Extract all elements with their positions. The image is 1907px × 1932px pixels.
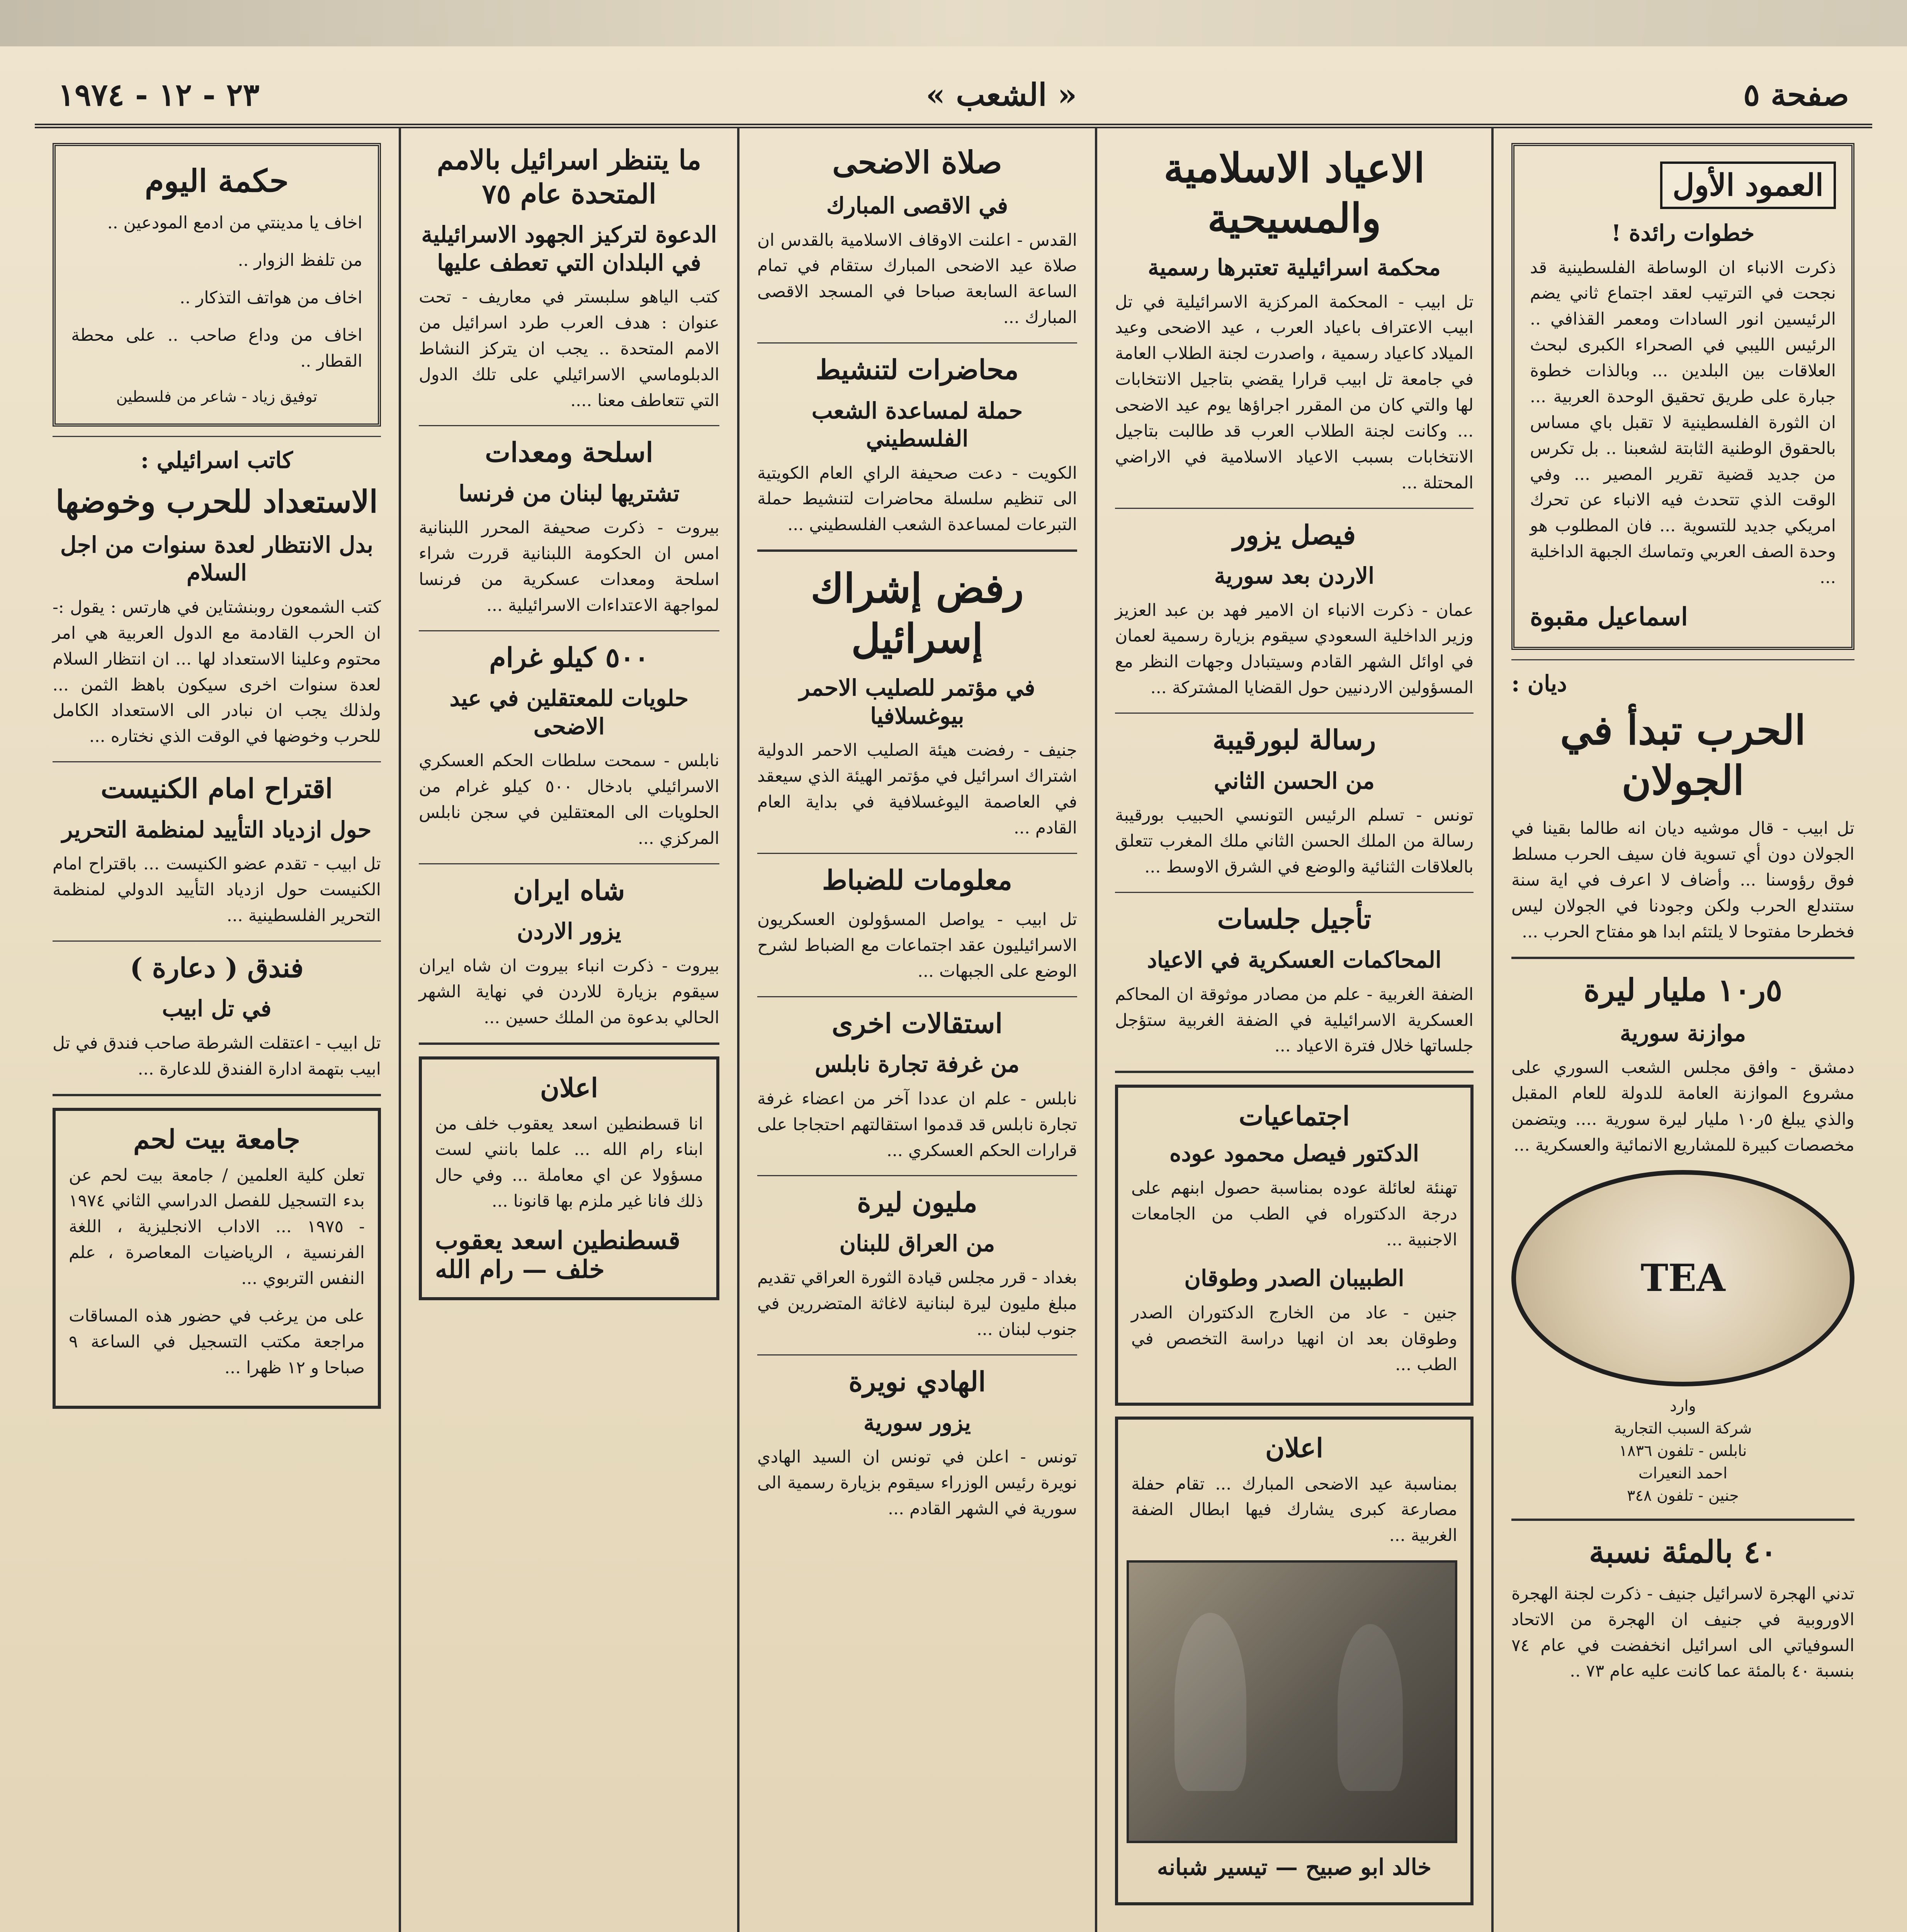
separator: [757, 1354, 1077, 1355]
separator: [1115, 1071, 1474, 1073]
nouira-sub: يزور سورية: [863, 1409, 971, 1436]
tea-importer: وارد: [1670, 1397, 1696, 1415]
holidays-body: تل ابيب - المحكمة المركزية الاسرائيلية في تل ابيب الاعتراف باعياد العرب ، عيد الاضحى وعيد الميلاد كاعياد رسمية ، واصدرت لجنة الطلاب العامة في جامعة تل ابيب قرارا يقضي بتاجيل الانتخابات لها والتي كان من المقرر اجراؤها يوم عيد الاضحى ... وكانت لجنة الطلاب العرب قد طالبت بتاجيل الانتخابات بسبب الاعياد الاسلامية في الاراضي المحتلة ...: [1115, 292, 1474, 493]
golan-headline: الحرب تبدأ في الجولان: [1560, 706, 1806, 804]
lectures-body: الكويت - دعت صحيفة الراي العام الكويتية الى تنظيم سلسلة محاضرات لتنشيط حملة التبرعات لمساعدة الشعب الفلسطيني ...: [757, 463, 1077, 535]
masthead: [35, 66, 1872, 128]
social-name: الدكتور فيصل محمود عوده: [1169, 1140, 1419, 1167]
holidays-sub: محكمة اسرائيلية تعتبرها رسمية: [1147, 254, 1441, 281]
separator: [419, 1043, 719, 1045]
hotel-body: تل ابيب - اعتقلت الشرطة صاحب فندق في تل ابيب بتهمة ادارة الفندق للدعارة ...: [53, 1033, 381, 1079]
wisdom-author: توفيق زياد - شاعر من فلسطين: [116, 388, 318, 406]
weapons-body: بيروت - ذكرت صحيفة المحرر اللبنانية امس ان الحكومة اللبنانية قررت شراء اسلحة ومعدات عسكرية من فرنسا لمواجهة الاعتداءات الاسرائيلية ...: [419, 518, 719, 615]
eid-prayer-headline: صلاة الاضحى: [832, 144, 1002, 180]
social-2-title: الطبيبان الصدر وطوقان: [1184, 1265, 1404, 1292]
writer-label: كاتب اسرائيلي :: [140, 447, 293, 474]
social-body: تهنئة لعائلة عوده بمناسبة حصول ابنهم على درجة الدكتوراه في الطب من الجامعات الاجنبية ...: [1131, 1178, 1457, 1250]
war-prep-headline: الاستعداد للحرب وخوضها: [56, 483, 378, 520]
social-title: اجتماعيات: [1239, 1101, 1350, 1132]
separator: [1115, 713, 1474, 714]
column-divider: [737, 128, 739, 1932]
social-2-body: جنين - عاد من الخارج الدكتوران الصدر وطوقان بعد ان انهيا دراسة التخصص في الطب ...: [1131, 1303, 1457, 1374]
social-box: [1115, 1085, 1474, 1405]
page-label: صفحة ٥: [1743, 77, 1849, 113]
first-column-body: ذكرت الانباء ان الوساطة الفلسطينية قد نجحت في الترتيب لعقد اجتماع ثاني يضم الرئيسين انور السادات ومعمر القذافي .. الرئيس الليبي في الصحراء الكبرى لبحث العلاقات بين البلدين ... وبالذات خطوة جبارة على طريق تحقيق الوحدة العربية ... ان الثورة الفلسطينية لا تقبل باي مساس بالحقوق الوطنية الثابتة لشعبنا .. بل تكرس من جديد قضية تقرير المصير ... وفي الوقت الذي تتحدث فيه الانباء عن تحرك امريكي جديد للتسوية ... فان المطلوب هو وحدة الصف العربي وتماسك الجبهة الداخلية ...: [1530, 257, 1836, 587]
separator: [1115, 508, 1474, 509]
bourguiba-sub: من الحسن الثاني: [1214, 767, 1375, 794]
separator: [53, 761, 381, 762]
first-column-signature: اسماعيل مقبوة: [1530, 602, 1688, 631]
notice-signature: قسطنطين اسعد يعقوب خلف — رام الله: [435, 1226, 680, 1284]
separator: [53, 436, 381, 437]
officers-headline: معلومات للضباط: [822, 864, 1013, 896]
budget-sub: موازنة سورية: [1620, 1020, 1746, 1046]
separator: [757, 549, 1077, 552]
separator: [757, 996, 1077, 997]
wrestling-ad-title: اعلان: [1265, 1432, 1323, 1464]
column-5: [35, 128, 399, 1932]
separator: [419, 425, 719, 426]
column-divider: [1095, 128, 1097, 1932]
bethlehem-note: على من يرغب في حضور هذه المساقات مراجعة مكتب التسجيل في الساعة ٩ صباحا و ١٢ ظهرا ...: [69, 1306, 365, 1378]
budget-body: دمشق - وافق مجلس الشعب السوري على مشروع الموازنة العامة للدولة للعام المقبل والذي يبلغ ٥ر١٠ مليار ليرة سورية .... ويتضمن مخصصات كبيرة للمشاريع الانمائية والعسكرية ...: [1511, 1058, 1854, 1155]
wrestling-ad: [1115, 1417, 1474, 1905]
bethlehem-title: جامعة بيت لحم: [133, 1124, 300, 1155]
faisal-headline: فيصل يزور: [1232, 519, 1356, 551]
trials-body: الضفة الغربية - علم من مصادر موثوقة ان المحاكم العسكرية الاسرائيلية في الضفة الغربية ستؤجل جلساتها خلال فترة الاعياد ...: [1115, 984, 1474, 1056]
resign-headline: استقالات اخرى: [831, 1007, 1003, 1039]
bourguiba-body: تونس - تسلم الرئيس التونسي الحبيب بورقيبة رسالة من الملك الحسن الثاني ملك المغرب تتعلق بالعلاقات الثنائية والوضع في الشرق الاوسط ...: [1115, 805, 1474, 877]
nouira-headline: الهادي نويرة: [848, 1366, 986, 1398]
shah-sub: يزور الاردن: [517, 918, 621, 945]
faisal-body: عمان - ذكرت الانباء ان الامير فهد بن عبد العزيز وزير الداخلية السعودي سيقوم بزيارة رسمية لعمان في اوائل الشهر القادم وسيتبادل وجهات النظر مع المسؤولين الاردنيين حول القضايا المشتركة ...: [1115, 600, 1474, 698]
weapons-headline: اسلحة ومعدات: [485, 436, 653, 469]
red-cross-body: جنيف - رفضت هيئة الصليب الاحمر الدولية اشتراك اسرائيل في مؤتمر الهيئة الذي سيعقد في العاصمة اليوغسلافية في بداية العام القادم ...: [757, 740, 1077, 838]
separator: [757, 853, 1077, 854]
column-4: [401, 128, 737, 1932]
iraq-body: بغداد - قرر مجلس قيادة الثورة العراقي تقديم مبلغ مليون ليرة لبنانية لاغاثة المتضررين في جنوب لبنان ...: [757, 1268, 1077, 1340]
notice-title: اعلان: [540, 1072, 598, 1104]
separator: [53, 1094, 381, 1096]
wisdom-line-3: اخاف من هواتف التذكار ..: [180, 287, 362, 308]
lectures-sub: حملة لمساعدة الشعب الفلسطيني: [811, 397, 1023, 452]
trials-sub: المحاكمات العسكرية في الاعياد: [1147, 947, 1442, 973]
separator: [419, 630, 719, 631]
bethlehem-body: تعلن كلية العلمين / جامعة بيت لحم عن بدء التسجيل للفصل الدراسي الثاني ١٩٧٤ - ١٩٧٥ ... الاداب الانجليزية ، اللغة الفرنسية ، الرياضيات المعاصرة ، علم النفس التربوي ...: [69, 1165, 365, 1288]
budget-headline: ٥ر١٠ مليار ليرة: [1583, 971, 1783, 1008]
separator: [1511, 957, 1854, 959]
top-ink-band: [0, 0, 1907, 46]
tea-phone: نابلس - تلفون ١٨٣٦: [1619, 1442, 1747, 1460]
wrestlers-photo: [1127, 1560, 1457, 1843]
eid-prayer-body: القدس - اعلنت الاوقاف الاسلامية بالقدس ان صلاة عيد الاضحى المبارك ستقام في تمام الساعة السابعة صباحا في المسجد الاقصى المبارك ...: [757, 230, 1077, 328]
iraq-headline: مليون ليرة: [857, 1186, 977, 1219]
eid-prayer-sub: في الاقصى المبارك: [826, 192, 1008, 219]
knesset-headline: اقتراح امام الكنيست: [100, 772, 333, 805]
un-headline: ما يتنظر اسرائيل بالامم المتحدة عام ٧٥: [437, 144, 702, 210]
separator: [757, 1175, 1077, 1176]
tea-agent-phone: جنين - تلفون ٣٤٨: [1627, 1486, 1739, 1505]
column-divider: [399, 128, 401, 1932]
sweets-body: نابلس - سمحت سلطات الحكم العسكري الاسرائيلي بادخال ٥٠٠ كيلو غرام من الحلويات الى المعتقلين في سجن نابلس المركزي ...: [419, 751, 720, 848]
wrestling-ad-body: بمناسبة عيد الاضحى المبارك ... تقام حفلة مصارعة كبرى يشارك فيها ابطال الضفة الغربية ...: [1131, 1474, 1457, 1546]
shah-headline: شاه ايران: [513, 874, 625, 906]
separator: [419, 863, 719, 864]
column-divider: [1491, 128, 1494, 1932]
holidays-headline: الاعياد الاسلامية والمسيحية: [1163, 144, 1425, 242]
tea-agent: احمد النعيرات: [1638, 1464, 1728, 1482]
un-body: كتب الياهو سلبستر في معاريف - تحت عنوان : هدف العرب طرد اسرائيل من الامم المتحدة .. يجب ان يتركز النشاط الدبلوماسي الاسرائيلي على تلك الدول التي تتعاطف معنا ....: [419, 287, 719, 410]
knesset-body: تل ابيب - تقدم عضو الكنيست ... باقتراح امام الكنيست حول ازدياد التأييد الدولي لمنظمة التحرير الفلسطينية ...: [53, 854, 381, 925]
separator: [1115, 892, 1474, 893]
weapons-sub: تشتريها لبنان من فرنسا: [459, 480, 680, 507]
wisdom-line-1: اخاف يا مدينتي من ادمع المودعين ..: [107, 213, 362, 233]
separator: [757, 342, 1077, 344]
notice-box: [419, 1056, 719, 1301]
trials-headline: تأجيل جلسات: [1217, 903, 1372, 935]
content-area: [35, 128, 1872, 1932]
knesset-sub: حول ازدياد التأييد لمنظمة التحرير: [62, 816, 372, 843]
first-column-badge: العمود الأول: [1660, 162, 1836, 209]
immigration-body: تدني الهجرة لاسرائيل جنيف - ذكرت لجنة الهجرة الاوروبية في جنيف ان الهجرة من الاتحاد السوفياتي الى اسرائيل انخفضت في عام ٧٤ بنسبة ٤٠ بالمئة عما كانت عليه عام ٧٣ ..: [1511, 1583, 1854, 1681]
red-cross-sub: في مؤتمر للصليب الاحمر بيوغسلافيا: [799, 675, 1035, 729]
issue-date: ٢٣ - ١٢ - ١٩٧٤: [58, 77, 260, 113]
notice-body: انا قسطنطين اسعد يعقوب خلف من ابناء رام الله ... علما بانني لست مسؤولا عن اي معاملة ... وفي حال ذلك فانا غير ملزم بها قانونا ...: [435, 1114, 703, 1211]
faisal-sub: الاردن بعد سورية: [1214, 563, 1375, 589]
wisdom-line-2: من تلفظ الزوار ..: [238, 250, 362, 270]
wisdom-box: [53, 143, 381, 427]
wrestling-ad-names: خالد ابو صبيح — تيسير شبانه: [1157, 1854, 1432, 1881]
paper-name: « الشعب »: [926, 77, 1077, 113]
iraq-sub: من العراق للبنان: [839, 1230, 995, 1257]
tea-company: شركة السبب التجارية: [1614, 1419, 1752, 1437]
separator: [1511, 1519, 1854, 1521]
bethlehem-university-ad: [53, 1108, 381, 1409]
column-3: [739, 128, 1095, 1932]
officers-body: تل ابيب - يواصل المسؤولون العسكريون الاسرائيليون عقد اجتماعات مع الضباط لشرح الوضع على الجبهات ...: [757, 910, 1077, 981]
tea-logo: [1511, 1170, 1854, 1386]
column-2: [1097, 128, 1491, 1932]
golan-body: تل ابيب - قال موشيه ديان انه طالما بقينا في الجولان دون أي تسوية فان سيف الحرب مسلط فوق رؤوسنا ... وأضاف لا اعرف في اية سنة ستندلع الحرب ولكن وجودنا في الجولان ليس فخطرحا مفتوحا لا يلتئم ابدا هو مفتاح الحرب ...: [1511, 818, 1854, 942]
bourguiba-headline: رسالة لبورقيبة: [1212, 724, 1376, 756]
separator: [1511, 659, 1854, 660]
hotel-sub: في تل ابيب: [162, 995, 272, 1022]
nouira-body: تونس - اعلن في تونس ان السيد الهادي نويرة رئيس الوزراء سيقوم بزيارة رسمية الى سورية في الشهر القادم ...: [757, 1447, 1077, 1519]
sweets-headline: ٥٠٠ كيلو غرام: [489, 641, 649, 673]
un-sub: الدعوة لتركيز الجهود الاسرائيلية في البلدان التي تعطف عليها: [421, 221, 717, 276]
war-prep-body: كتب الشمعون روبنشتاين في هارتس : يقول :- ان الحرب القادمة مع الدول العربية هي امر محتوم وعلينا الاستعداد لها ... ان انتظار السلام لعدة سنوات اخرى سيكون باهظ الثمن ... ولذلك يجب ان نبادر الى الاستعداد الكامل للحرب وخوضها في الوقت الذي نختاره ...: [53, 597, 381, 747]
war-prep-sub: بدل الانتظار لعدة سنوات من اجل السلام: [60, 531, 374, 586]
red-cross-headline: رفض إشراك إسرائيل: [811, 565, 1024, 663]
hotel-headline: فندق ( دعارة ): [130, 951, 304, 984]
wisdom-title: حكمة اليوم: [144, 163, 289, 199]
resign-sub: من غرفة تجارة نابلس: [815, 1051, 1020, 1078]
resign-body: نابلس - علم ان عددا آخر من اعضاء غرفة تجارة نابلس قد قدموا استقالتهم احتجاجا على قرارات الحكم العسكري ...: [757, 1088, 1077, 1160]
first-column-title: خطوات رائدة !: [1611, 220, 1755, 246]
first-column-box: [1511, 143, 1854, 650]
shah-body: بيروت - ذكرت انباء بيروت ان شاه ايران سيقوم بزيارة للاردن في نهاية الشهر الحالي بدعوة من الملك حسين ...: [419, 956, 719, 1027]
wisdom-line-4: اخاف من وداع صاحب .. على محطة القطار ..: [71, 325, 362, 371]
tea-label: TEA: [1640, 1256, 1725, 1300]
separator: [53, 940, 381, 942]
column-1: [1494, 128, 1872, 1932]
immigration-headline: ٤٠ بالمئة نسبة: [1589, 1533, 1777, 1570]
lectures-headline: محاضرات لتنشيط: [816, 354, 1019, 386]
dayan-label: ديان :: [1511, 670, 1567, 697]
sweets-sub: حلويات للمعتقلين في عيد الاضحى: [449, 685, 689, 740]
